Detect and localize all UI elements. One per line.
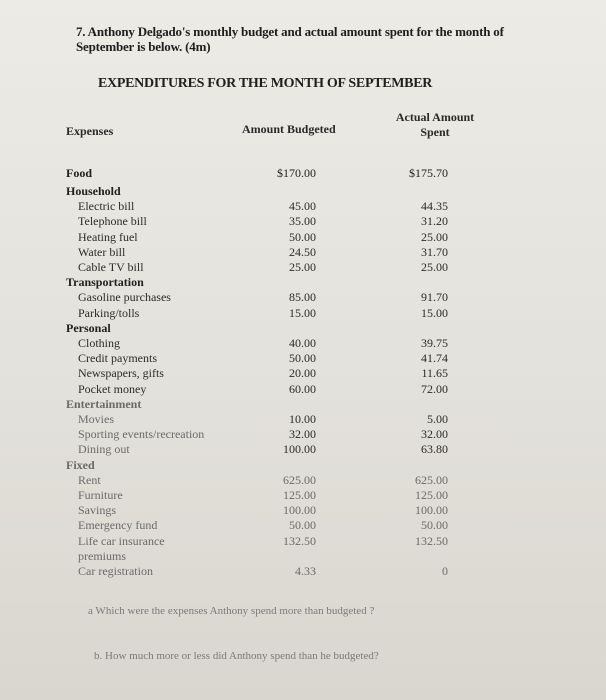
expense-label: Heating fuel — [78, 229, 138, 244]
expense-label: Personal — [66, 320, 111, 335]
table-heading: EXPENDITURES FOR THE MONTH OF SEPTEMBER — [98, 76, 433, 91]
actual-value: 625.00 — [415, 472, 448, 487]
table-row — [0, 564, 606, 578]
expense-label: Parking/tolls — [78, 305, 140, 320]
expense-label: Food — [66, 166, 93, 180]
actual-value: 100.00 — [415, 503, 448, 518]
table-row — [0, 427, 606, 441]
table-row — [0, 534, 606, 548]
actual-value: 32.00 — [421, 427, 448, 442]
category-row — [0, 458, 606, 472]
table-row — [0, 382, 606, 396]
table-row — [0, 245, 606, 259]
expense-label: premiums — [78, 548, 126, 563]
table-row — [0, 260, 606, 274]
column-header-actual: Actual Amount Spent — [395, 110, 475, 139]
table-row — [0, 549, 606, 563]
expense-label: Furniture — [78, 488, 123, 502]
category-row — [0, 275, 606, 289]
expense-label: Rent — [78, 472, 101, 487]
table-row — [0, 488, 606, 502]
budgeted-value: 15.00 — [289, 305, 316, 320]
actual-value: 11.65 — [421, 366, 448, 381]
category-row — [0, 184, 606, 198]
actual-value: 0 — [442, 564, 448, 578]
expense-label: Savings — [78, 503, 117, 518]
budgeted-value: 85.00 — [289, 290, 316, 305]
budgeted-value: 100.00 — [283, 442, 316, 457]
category-row — [0, 397, 606, 411]
budgeted-value: 125.00 — [283, 488, 316, 502]
actual-value: 125.00 — [415, 488, 448, 502]
expense-label: Clothing — [78, 336, 121, 350]
sub-question-a: a Which were the expenses Anthony spend more than budgeted ? — [88, 605, 375, 617]
expense-label: Water bill — [78, 244, 126, 259]
actual-value: 50.00 — [421, 518, 448, 533]
expense-label: Electric bill — [78, 199, 135, 214]
table-row — [0, 442, 606, 456]
expense-label: Movies — [78, 412, 114, 426]
expense-label: Pocket money — [78, 381, 147, 396]
expense-label: Life car insurance — [78, 533, 165, 548]
actual-value: 63.80 — [421, 442, 448, 457]
column-header-expenses: Expenses — [66, 124, 114, 138]
actual-value: 25.00 — [421, 260, 448, 274]
table-row — [0, 199, 606, 213]
actual-value: 72.00 — [421, 381, 448, 396]
budgeted-value: 132.50 — [283, 533, 316, 548]
table-row — [0, 473, 606, 487]
category-row — [0, 321, 606, 335]
actual-value: 132.50 — [415, 533, 448, 548]
expense-label: Car registration — [78, 564, 153, 578]
category-row — [0, 166, 606, 180]
table-row — [0, 503, 606, 517]
budgeted-value: 20.00 — [289, 366, 316, 381]
actual-value: 5.00 — [427, 412, 448, 426]
table-row — [0, 230, 606, 244]
column-header-budgeted: Amount Budgeted — [242, 122, 336, 136]
actual-value: 31.20 — [421, 214, 448, 229]
table-row — [0, 336, 606, 350]
budgeted-value: 4.33 — [295, 564, 316, 578]
budgeted-value: 35.00 — [289, 214, 316, 229]
sub-question-b: b. How much more or less did Anthony spend than he budgeted? — [94, 650, 379, 662]
table-row — [0, 412, 606, 426]
budgeted-value: 100.00 — [283, 503, 316, 518]
budgeted-value: 625.00 — [283, 472, 316, 487]
expense-label: Telephone bill — [78, 214, 147, 229]
expense-label: Cable TV bill — [78, 260, 144, 274]
budgeted-value: 60.00 — [289, 381, 316, 396]
budgeted-value: 50.00 — [289, 518, 316, 533]
budgeted-value: 25.00 — [289, 260, 316, 274]
budgeted-value: 10.00 — [289, 412, 316, 426]
actual-value: 39.75 — [421, 336, 448, 350]
budgeted-value: 45.00 — [289, 199, 316, 214]
table-row — [0, 290, 606, 304]
table-row — [0, 214, 606, 228]
table-row — [0, 351, 606, 365]
budgeted-value: 24.50 — [289, 244, 316, 259]
expense-label: Emergency fund — [78, 518, 158, 533]
actual-value: $175.70 — [409, 166, 448, 180]
expense-label: Sporting events/recreation — [78, 427, 205, 442]
budgeted-value: 40.00 — [289, 336, 316, 350]
budgeted-value: 50.00 — [289, 229, 316, 244]
actual-value: 41.74 — [421, 351, 448, 366]
actual-value: 31.70 — [421, 244, 448, 259]
table-row — [0, 306, 606, 320]
expense-label: Newspapers, gifts — [78, 366, 164, 381]
budgeted-value: $170.00 — [277, 166, 316, 180]
expense-label: Entertainment — [66, 396, 142, 411]
expense-label: Credit payments — [78, 351, 157, 366]
actual-value: 25.00 — [421, 229, 448, 244]
budgeted-value: 50.00 — [289, 351, 316, 366]
expense-label: Dining out — [78, 442, 130, 457]
expense-label: Gasoline purchases — [78, 290, 171, 305]
expense-label: Fixed — [66, 457, 95, 472]
budgeted-value: 32.00 — [289, 427, 316, 442]
table-row — [0, 366, 606, 380]
table-row — [0, 518, 606, 532]
actual-value: 44.35 — [421, 199, 448, 214]
expense-label: Transportation — [66, 275, 144, 290]
actual-value: 91.70 — [421, 290, 448, 305]
expense-label: Household — [66, 184, 121, 198]
question-text: 7. Anthony Delgado's monthly budget and actual amount spent for the month of September is below. (4m) — [76, 24, 504, 54]
actual-value: 15.00 — [421, 305, 448, 320]
